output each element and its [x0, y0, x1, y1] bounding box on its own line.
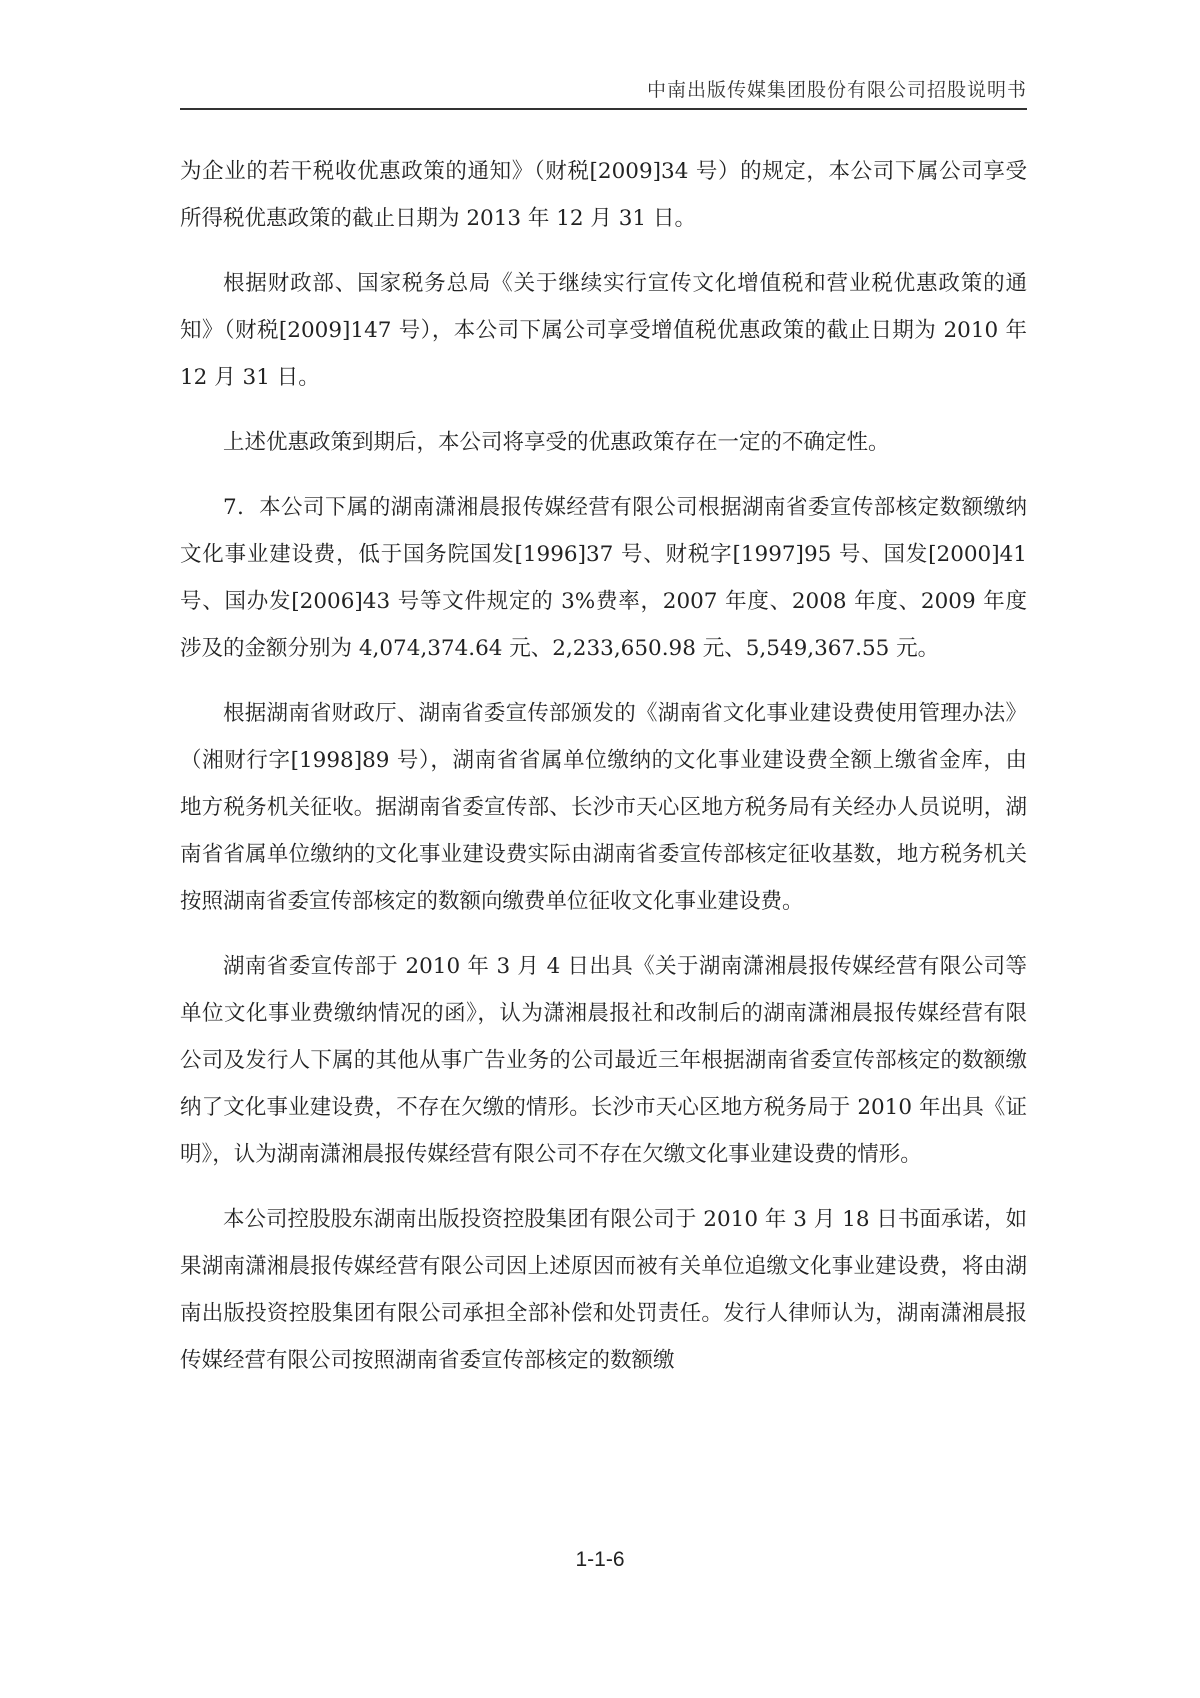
page-number: 1-1-6	[575, 1548, 625, 1571]
document-body	[180, 148, 1027, 1402]
paragraph-continuation: 为企业的若干税收优惠政策的通知》（财税[2009]34 号）的规定，本公司下属公司享受所得税优惠政策的截止日期为 2013 年 12 月 31 日。	[180, 159, 1027, 231]
paragraph-fee-regulation: 根据湖南省财政厅、湖南省委宣传部颁发的《湖南省文化事业建设费使用管理办法》（湘财行字[1998]89 号），湖南省省属单位缴纳的文化事业建设费全额上缴省金库，由地方税务机关征收。据湖南省委宣传部、长沙市天心区地方税务局有关经办人员说明，湖南省省属单位缴纳的文化事业建设费实际由湖南省委宣传部核定征收基数，地方税务机关按照湖南省委宣传部核定的数额向缴费单位征收文化事业建设费。	[180, 701, 1027, 914]
paragraph-item-7: 7．本公司下属的湖南潇湘晨报传媒经营有限公司根据湖南省委宣传部核定数额缴纳文化事业建设费，低于国务院国发[1996]37 号、财税字[1997]95 号、国发[2000]41 号、国办发[2006]43 号等文件规定的 3%费率，2007 年度、2008 年度、2009 年度涉及的金额分别为 4,074,374.64 元、2,233,650.98 元、5,549,367.55 元。	[180, 495, 1027, 661]
paragraph-shareholder-commitment: 本公司控股股东湖南出版投资控股集团有限公司于 2010 年 3 月 18 日书面承诺，如果湖南潇湘晨报传媒经营有限公司因上述原因而被有关单位追缴文化事业建设费，将由湖南出版投资控股集团有限公司承担全部补偿和处罚责任。发行人律师认为，湖南潇湘晨报传媒经营有限公司按照湖南省委宣传部核定的数额缴	[180, 1207, 1027, 1373]
paragraph-policy-uncertainty: 上述优惠政策到期后，本公司将享受的优惠政策存在一定的不确定性。	[223, 430, 890, 455]
paragraph-vat-policy: 根据财政部、国家税务总局《关于继续实行宣传文化增值税和营业税优惠政策的通知》（财税[2009]147 号），本公司下属公司享受增值税优惠政策的截止日期为 2010 年 12 月 31 日。	[180, 271, 1027, 390]
paragraph-propaganda-dept-letter: 湖南省委宣传部于 2010 年 3 月 4 日出具《关于湖南潇湘晨报传媒经营有限公司等单位文化事业费缴纳情况的函》，认为潇湘晨报社和改制后的湖南潇湘晨报传媒经营有限公司及发行人下属的其他从事广告业务的公司最近三年根据湖南省委宣传部核定的数额缴纳了文化事业建设费，不存在欠缴的情形。长沙市天心区地方税务局于 2010 年出具《证明》，认为湖南潇湘晨报传媒经营有限公司不存在欠缴文化事业建设费的情形。	[180, 954, 1027, 1167]
document-title: 中南出版传媒集团股份有限公司招股说明书	[646, 79, 1027, 101]
page-header	[180, 78, 1027, 110]
